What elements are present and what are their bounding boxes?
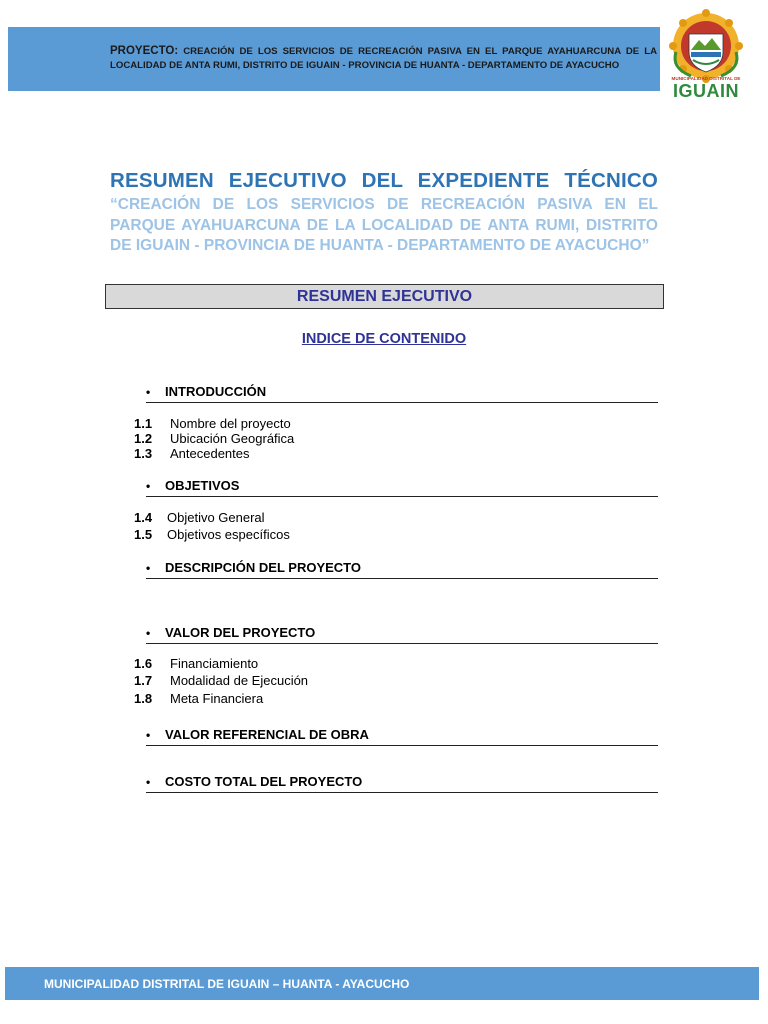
bullet-icon: • [146,626,151,640]
section-title: INTRODUCCIÓN [165,384,267,399]
item-number: 1.2 [134,431,153,446]
item-number: 1.7 [134,673,153,688]
item-label: Meta Financiera [170,691,264,706]
bullet-icon: • [146,728,151,742]
project-label: PROYECTO: [110,45,179,57]
section-title: VALOR REFERENCIAL DE OBRA [165,727,369,742]
document-subtitle: “CREACIÓN DE LOS SERVICIOS DE RECREACIÓN PASIVA EN EL PARQUE AYAHUARCUNA DE LA LOCALIDAD DE ANTA RUMI, DISTRITO DE IGUAIN - PROVINCIA DE HUANTA - DEPARTAMENTO DE AYACUCHO” [110,196,658,254]
item-number: 1.6 [134,656,153,671]
footer-text: MUNICIPALIDAD DISTRITAL DE IGUAIN – HUANTA - AYACUCHO [44,976,410,991]
item-number: 1.8 [134,691,153,706]
item-label: Ubicación Geográfica [170,431,295,446]
footer-band [5,967,759,1000]
section-title: DESCRIPCIÓN DEL PROYECTO [165,560,361,575]
index-title: INDICE DE CONTENIDO [301,331,467,347]
section-heading-box [105,284,664,309]
section-title: VALOR DEL PROYECTO [165,625,316,640]
section-heading: RESUMEN EJECUTIVO [296,287,473,305]
item-number: 1.3 [134,446,153,461]
document-title: RESUMEN EJECUTIVO DEL EXPEDIENTE TÉCNICO [110,169,658,192]
item-number: 1.5 [134,527,153,542]
section-title: OBJETIVOS [165,478,240,493]
index-section-valor-referencial [146,727,658,746]
item-number: 1.1 [134,416,153,431]
item-label: Objetivo General [167,510,265,525]
bullet-icon: • [146,479,151,493]
index-section-descripcion [146,560,658,579]
item-label: Objetivos específicos [167,527,290,542]
project-header [110,44,657,73]
index-section-valor-proyecto [146,625,658,644]
item-label: Antecedentes [170,446,250,461]
section-title: COSTO TOTAL DEL PROYECTO [165,774,363,789]
item-label: Nombre del proyecto [170,416,291,431]
item-label: Modalidad de Ejecución [170,673,309,688]
item-number: 1.4 [134,510,153,525]
bullet-icon: • [146,561,151,575]
logo-name: IGUAIN [673,81,739,101]
index-section-objetivos [146,478,658,497]
bullet-icon: • [146,775,151,789]
index-section-introduccion [146,384,658,403]
item-label: Financiamiento [170,656,259,671]
bullet-icon: • [146,385,151,399]
municipality-logo [669,8,743,100]
project-name: CREACIÓN DE LOS SERVICIOS DE RECREACIÓN PASIVA EN EL PARQUE AYAHUARCUNA DE LA LOCALIDAD DE ANTA RUMI, DISTRITO DE IGUAIN - PROVINCIA DE HUANTA - DEPARTAMENTO DE AYACUCHO [110,46,657,71]
index-section-costo-total [146,774,658,793]
logo-small-text: MUNICIPALIDAD DISTRITAL DE [671,76,741,81]
